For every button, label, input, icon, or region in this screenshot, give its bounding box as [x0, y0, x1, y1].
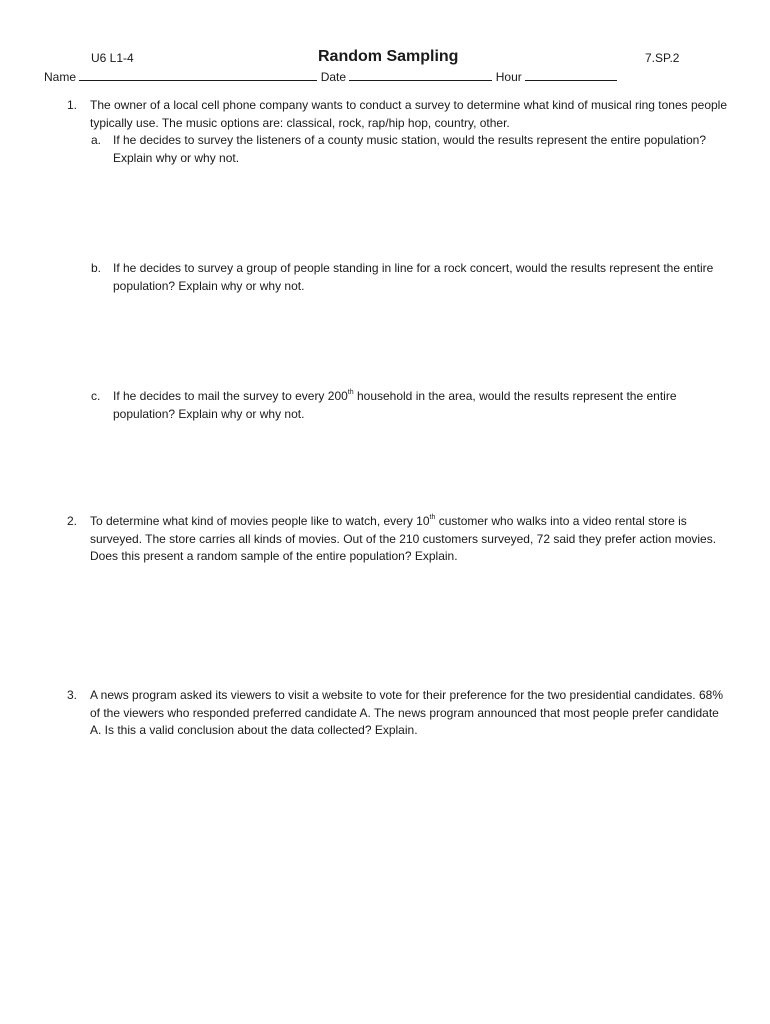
name-blank[interactable] [79, 69, 317, 81]
question-1c-text [113, 388, 733, 423]
question-1b-letter: b. [91, 261, 102, 275]
hour-blank[interactable] [525, 69, 617, 81]
date-label: Date [320, 70, 347, 84]
question-2-number: 2. [67, 514, 78, 528]
question-3-text: A news program asked its viewers to visit a website to vote for their preference for the two presidential candidates. 68% of the viewers who responded preferred candidate A. The news program announced that most people prefer candidate A. Is this a valid conclusion about the data collected? Explain. [90, 688, 723, 737]
student-info-line [44, 69, 617, 84]
question-2-text-start: To determine what kind of movies people like to watch, every 10 [90, 514, 430, 528]
question-1a-letter: a. [91, 133, 102, 147]
ordinal-suffix: th [347, 389, 354, 396]
question-1-number: 1. [67, 98, 78, 112]
standard-code: 7.SP.2 [645, 51, 680, 65]
question-1c-text-end: household in the area, would the results represent the entire population? Explain why or why not. [113, 389, 677, 421]
question-1-text: The owner of a local cell phone company wants to conduct a survey to determine what kind of musical ring tones people typically use. The music options are: classical, rock, rap/hip hop, country, other. [90, 98, 728, 130]
question-1a-text: If he decides to survey the listeners of a county music station, would the results represent the entire population? Explain why or why not. [113, 133, 706, 165]
question-1c-text-start: If he decides to mail the survey to every 200 [113, 389, 348, 403]
date-blank[interactable] [349, 69, 492, 81]
name-label: Name [44, 70, 77, 84]
question-3-number: 3. [67, 688, 78, 702]
lesson-code: U6 L1-4 [91, 51, 134, 65]
ordinal-suffix: th [429, 514, 436, 521]
hour-label: Hour [495, 70, 522, 84]
question-1b-text: If he decides to survey a group of people standing in line for a rock concert, would the results represent the entire population? Explain why or why not. [113, 261, 714, 293]
question-1c-letter: c. [91, 389, 101, 403]
question-2-text-end: customer who walks into a video rental store is surveyed. The store carries all kinds of movies. Out of the 210 customers surveyed, 72 said they prefer action movies. Does this present a random sample of the entire population? Explain. [90, 514, 717, 563]
page-title: Random Sampling [318, 48, 459, 65]
question-2-text [90, 513, 730, 566]
